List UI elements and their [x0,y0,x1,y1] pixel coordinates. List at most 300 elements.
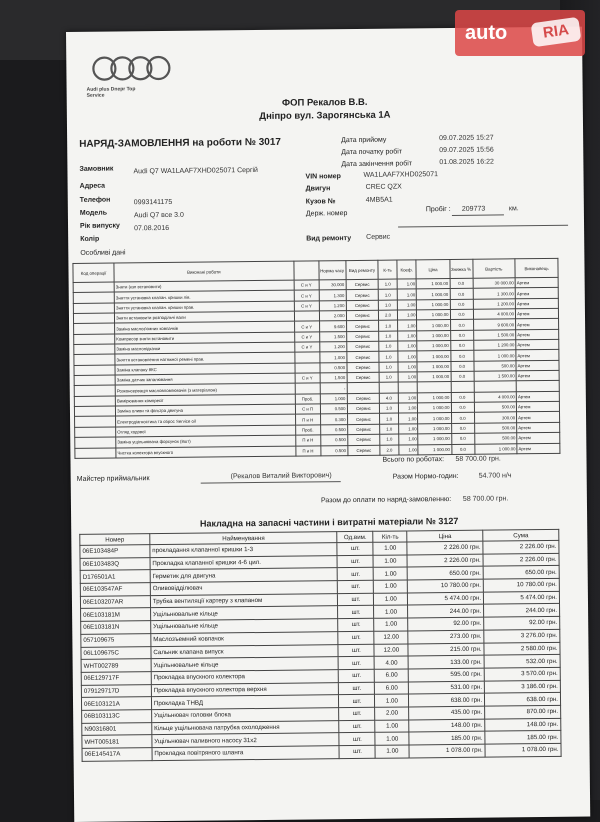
works-cell: 1.0 [378,279,397,290]
works-cell: 0.0 [450,351,473,362]
mileage-value: 209773 [461,205,486,213]
parts-cell: 6.00 [375,669,409,682]
parts-cell: 185.00 грн. [409,731,485,744]
works-cell: Сервис [347,445,380,456]
start-label: Дата початку робіт [341,148,403,157]
mileage-underline [452,214,504,216]
phone-value: 0993141175 [133,198,173,207]
parts-cell: шт. [338,568,374,581]
works-cell: 2.0 [380,445,399,456]
parts-cell: Ущільнювач паливного насосу 31х2 [152,733,340,748]
parts-cell: 2 226.00 грн. [483,553,559,566]
works-cell: Компресор зняти встановити [115,332,295,344]
works-cell: 0.500 [320,424,347,435]
works-cell [380,382,399,393]
works-cell: C и Y [294,342,319,353]
works-cell: 1 000.00 [417,330,450,341]
works-cell [451,382,474,393]
parts-cell: шт. [337,555,373,568]
works-cell: 0.500 [320,404,347,415]
works-cell: 1.0 [379,351,398,362]
works-header-cell: Норма часу [319,261,346,280]
parts-cell: 1.00 [374,618,408,631]
works-cell: 1.000 [320,352,347,363]
works-cell [398,382,418,393]
parts-cell: шт. [339,733,375,746]
works-cell: 1.00 [399,444,419,455]
works-cell: 1.00 [397,289,417,300]
works-cell: 1.00 [398,403,418,414]
parts-cell: 06E103181M [81,608,151,621]
works-total-value: 58 700.00 грн. [455,455,501,463]
parts-cell: шт. [338,580,374,593]
parts-cell: Трубка вентиляції картеру з клапаном [150,593,338,608]
works-cell [74,396,115,407]
parts-cell: 1.00 [374,567,408,580]
parts-cell: 870.00 грн. [485,705,561,718]
company-name: ФОП Рекалов В.В. [281,96,368,109]
parts-cell: 06B103113C [82,710,152,723]
works-cell: Заміна ущільнювача форсунок (8шт) [116,435,296,447]
works-cell: Артем [515,277,558,288]
repair-type-value: Сервис [366,233,391,241]
parts-cell: 650.00 грн. [483,566,559,579]
parts-cell: 1.00 [373,542,407,555]
works-cell: 0.500 [320,362,347,373]
works-cell: Сервис [347,393,380,404]
parts-cell: 06E103207AR [80,595,150,608]
parts-cell: 185.00 грн. [485,731,561,744]
norm-hours-label: Разом Нормо-годин: [392,472,459,481]
works-cell: 500.00 [474,361,517,372]
works-cell: 1.00 [398,424,418,435]
works-total-label: Всього по роботах: [382,456,445,464]
works-cell: Зняття установка клапан. кришки лів. [114,290,294,302]
parts-cell: 6.00 [375,682,409,695]
order-title: НАРЯД-ЗАМОВЛЕННЯ на роботи № 3017 [79,136,282,150]
parts-cell: Ущільнювальне кільце [151,657,339,672]
parts-cell: Ущільнювач головки блока [151,708,339,723]
works-cell: 1.00 [398,393,418,404]
received-value: 09.07.2025 15:27 [439,134,494,143]
parts-cell: 2 226.00 грн. [483,540,559,553]
works-cell: 0.0 [451,371,474,382]
works-cell: П и Н [295,414,320,425]
works-cell: 9.600 [319,321,346,332]
works-cell: 1 000.00 [417,341,450,352]
works-cell: 1 000.00 [418,403,451,414]
model-label: Модель [79,209,108,217]
parts-cell: 273.00 грн. [408,630,484,643]
works-cell: Сервис [347,434,380,445]
parts-cell: шт. [337,542,373,555]
parts-cell: N90316801 [82,722,152,735]
works-cell: 1 000.00 [418,392,451,403]
works-cell [74,375,115,386]
works-header-cell: Виконані роботи [114,261,294,282]
parts-cell: 1.00 [375,720,409,733]
engine-label: Двигун [305,185,331,193]
parts-cell: Ущільнювальне кільце [151,619,339,634]
customer-value: Audi Q7 WA1LAAF7XHD025071 Сергій [133,166,258,176]
works-cell: 0.0 [451,402,474,413]
works-cell: 1.0 [379,331,398,342]
works-cell: 0.0 [451,433,474,444]
works-cell: 1.0 [380,434,399,445]
parts-cell: Прокладка впускного колектора верхня [151,682,339,697]
parts-cell: 2.00 [375,707,409,720]
works-cell: 1.0 [380,424,399,435]
parts-cell: 06E103181N [81,621,151,634]
parts-cell: шт. [339,656,375,669]
works-cell: Сервис [347,372,380,383]
address-label: Адреса [79,182,106,190]
parts-cell: 06L109675C [81,646,151,659]
works-cell: Сервис [346,352,379,363]
works-cell: C и Y [294,290,319,301]
works-cell: C и П [295,404,320,415]
works-cell [73,292,114,303]
works-cell: 1.00 [398,341,418,352]
works-cell: Артем [516,319,559,330]
company-address: Дніпро вул. Зарогянська 1А [259,109,391,122]
works-cell: Сервис [346,310,379,321]
parts-header-cell: Од.вим. [337,531,373,542]
works-cell: 1.0 [379,300,398,311]
works-cell [74,406,115,417]
mileage-unit: км. [508,205,519,213]
works-header-cell [293,261,318,280]
parts-cell: 435.00 грн. [409,706,485,719]
works-cell: Артем [516,370,559,381]
parts-cell: 2 226.00 грн. [407,541,483,554]
works-cell: 1.0 [379,362,398,373]
works-cell: 1 000.00 [473,350,516,361]
works-cell [73,282,114,293]
works-cell: 0.500 [321,445,348,456]
works-cell: 0.0 [451,444,474,455]
parts-cell: Кільце ущільнювача патрубка охолодження [152,720,340,735]
works-cell: 1.00 [397,279,417,290]
parts-cell: 133.00 грн. [408,655,484,668]
parts-cell: 06E103547AF [80,583,150,596]
parts-cell: 244.00 грн. [484,604,560,617]
works-cell [74,354,115,365]
works-cell: 1 300.00 [473,288,516,299]
works-cell: 1.500 [320,373,347,384]
model-value: Audi Q7 все 3.0 [133,211,184,220]
parts-cell: Герметик для двигуна [150,568,338,583]
works-cell [74,365,115,376]
parts-header-cell: Ціна [407,530,483,542]
works-cell: 1.00 [397,331,417,342]
pay-label: Разом до оплати по наряд-замовленню: [320,495,452,505]
works-cell: 4.0 [380,393,399,404]
works-cell: Артем [516,350,559,361]
master-label: Майстер приймальник [76,475,150,483]
parts-cell: 5 474.00 грн. [408,592,484,605]
works-cell: 30.000 [319,280,346,291]
works-cell: Сервис [347,424,380,435]
start-value: 09.07.2025 15:56 [439,146,494,155]
parts-cell: 532.00 грн. [484,655,560,668]
parts-cell: шт. [339,669,375,682]
works-cell: 1.0 [380,403,399,414]
parts-cell: 06E129717F [81,672,151,685]
works-cell: Розконсервація масловловлювачів (з матеріалом) [115,384,295,396]
parts-cell: 1 078.00 грн. [485,743,561,756]
body-label: Кузов № [305,198,336,206]
parts-cell: шт. [339,695,375,708]
works-cell: Артем [515,288,558,299]
parts-cell: шт. [338,618,374,631]
master-underline [201,481,341,483]
works-cell: 1.000 [320,393,347,404]
works-cell: Проб. [295,425,320,436]
works-cell [75,427,116,438]
works-cell: Артем [516,391,559,402]
works-header-cell: К-ть [378,260,397,279]
parts-cell: 215.00 грн. [408,643,484,656]
phone-label: Телефон [79,196,111,204]
works-cell: Електродіагностика та сброс Service oil [116,415,296,427]
works-cell: Артем [516,360,559,371]
works-cell: Артем [515,298,558,309]
parts-cell: шт. [339,745,375,758]
parts-cell: 148.00 грн. [409,719,485,732]
works-cell: Заміна клапану 8КС [115,363,295,375]
works-cell: 0.0 [450,320,473,331]
works-cell: 0.0 [450,309,473,320]
works-cell: - [320,383,347,394]
parts-cell: 3 276.00 грн. [484,629,560,642]
notes-label: Особливі дані [80,249,126,257]
works-cell [75,447,116,458]
parts-cell: D176501A1 [80,570,150,583]
repair-type-label: Вид ремонту [306,235,352,243]
parts-cell: 079129717D [81,684,151,697]
works-cell: 0.0 [451,413,474,424]
works-cell: 2.000 [319,311,346,322]
works-cell: Артем [516,401,559,412]
works-cell: Вимірювання компресії [115,394,295,406]
parts-cell: 2 580.00 грн. [484,642,560,655]
parts-cell: 057109675 [81,633,151,646]
works-cell [516,381,559,392]
audi-rings-logo [88,53,178,84]
works-cell: 1.200 [319,342,346,353]
parts-cell: 244.00 грн. [408,605,484,618]
works-header-cell: Знижка % [449,259,472,278]
works-cell: 1.00 [399,434,419,445]
parts-cell: Прокладка ТНВД [151,695,339,710]
works-cell: 1.00 [398,372,418,383]
works-cell: 1 000.00 [417,351,450,362]
parts-cell: 92.00 грн. [484,616,560,629]
works-cell [418,382,451,393]
works-cell: 500.00 [474,402,517,413]
work-order-sheet [66,27,590,822]
works-cell: 4 000.00 [474,392,517,403]
works-cell: Зняття установка клапан. кришки прав. [114,301,294,313]
parts-cell: 148.00 грн. [485,718,561,731]
norm-hours-value: 54.700 н/ч [478,472,512,480]
parts-cell: 10 780.00 грн. [408,579,484,592]
parts-cell: 1.00 [375,745,409,758]
parts-cell: 12.00 [374,631,408,644]
works-cell [294,352,319,363]
watermark-text-auto: auto [465,22,508,44]
works-cell: 1.00 [398,362,418,373]
parts-cell: Маслозъемний ковпачок [151,631,339,646]
parts-header-cell: Найменування [150,532,338,545]
works-cell: Сервис [347,403,380,414]
parts-cell: Оливовідділювач [150,581,338,596]
parts-cell: 1.00 [374,605,408,618]
works-cell: 1 000.00 [418,444,451,455]
customer-label: Замовник [79,165,114,173]
works-cell: Сервис [346,331,379,342]
parts-cell: 5 474.00 грн. [484,591,560,604]
parts-cell: 638.00 грн. [485,693,561,706]
works-cell: Зняти (кзп встановити) [114,280,294,292]
parts-header-cell: Сума [483,529,559,541]
works-cell [74,334,115,345]
works-cell: 1 000.00 [418,423,451,434]
parts-cell: WHT005181 [82,735,152,748]
works-cell: 1.200 [319,300,346,311]
works-cell: Зняття встановлення натяжної ремені прав. [115,353,295,365]
works-cell: Артем [516,329,559,340]
year-value: 07.08.2016 [134,224,170,233]
works-cell: 0.0 [450,330,473,341]
works-cell: Чистка колектора впускного [116,446,296,458]
parts-cell: 3 570.00 грн. [484,667,560,680]
works-cell: 1 000.00 [418,434,451,445]
works-cell [474,381,517,392]
works-cell: Сервис [346,279,379,290]
works-cell: Сервис [347,414,380,425]
works-cell: 1.00 [397,320,417,331]
works-cell: 1.00 [398,351,418,362]
parts-cell: Ущільнювальне кільце [150,606,338,621]
works-cell: Заміна маслопідкачки [115,342,295,354]
master-value: (Рекалов Виталий Викторович) [230,472,332,481]
works-cell: 1.0 [379,289,398,300]
parts-cell: 531.00 грн. [409,681,485,694]
works-cell: 1 000.00 [418,413,451,424]
works-cell: 1 000.00 [417,310,450,321]
year-label: Рік випуску [79,222,120,230]
works-cell: 0.0 [451,392,474,403]
parts-cell: 2 226.00 грн. [407,554,483,567]
works-cell [74,344,115,355]
works-cell: 9 600.00 [473,319,516,330]
parts-cell: 4.00 [374,656,408,669]
parts-cell: шт. [338,644,374,657]
works-header-cell: Код операції [73,263,114,282]
works-table [72,258,560,459]
parts-cell: 638.00 грн. [409,693,485,706]
works-cell: 30 000.00 [473,278,516,289]
works-cell: C и Y [294,280,319,291]
works-cell [73,303,114,314]
works-cell: 0.0 [450,361,473,372]
watermark-text-ria: RIA [531,17,582,47]
works-cell: Огляд ходової [116,425,296,437]
works-cell: 1.0 [380,414,399,425]
pay-value: 58 700.00 грн. [462,495,509,503]
parts-cell: шт. [338,606,374,619]
parts-cell: шт. [339,707,375,720]
works-header-cell: Коеф. [397,260,417,279]
body-value: 4MB5A1 [365,196,393,204]
works-cell: 1.0 [379,320,398,331]
works-cell: 1 000.00 [417,361,450,372]
works-cell [74,385,115,396]
parts-cell: 92.00 грн. [408,617,484,630]
parts-cell: 1.00 [375,694,409,707]
works-cell [75,416,116,427]
parts-cell: Прокладка повітряного шланга [152,746,340,761]
end-label: Дата закінчення робіт [341,160,413,169]
works-cell: 0.0 [450,299,473,310]
works-cell: 1.00 [398,413,418,424]
works-cell: Артем [516,339,559,350]
works-cell: 1.00 [397,310,417,321]
parts-cell: 10 780.00 грн. [483,578,559,591]
parts-cell: 1.00 [373,555,407,568]
works-cell: Сервис [346,341,379,352]
parts-cell: шт. [339,682,375,695]
parts-cell: шт. [339,720,375,733]
works-cell: C и Y [295,373,320,384]
works-cell: 1 000.00 [418,372,451,383]
works-cell: Сервис [346,300,379,311]
parts-cell: шт. [338,593,374,606]
works-cell: 1 200.00 [473,340,516,351]
parts-cell: 3 186.00 грн. [484,680,560,693]
works-cell: 1 000.00 [417,289,450,300]
works-cell: 1 000.00 [417,278,450,289]
mileage-label: Пробіг : [425,205,451,214]
works-cell [295,383,320,394]
works-cell: Артем [517,443,560,454]
works-cell [347,383,380,394]
works-cell: Зняти встановити розподільчі вали [115,311,295,323]
parts-cell: 06E103121A [81,697,151,710]
parts-cell: прокладання клапанної кришки 1-3 [150,543,338,558]
works-cell: 500.00 [474,423,517,434]
works-cell: 1.300 [319,290,346,301]
works-cell [74,323,115,334]
works-cell: Проб. [295,394,320,405]
works-cell: 0.300 [320,414,347,425]
parts-header-cell: Номер [80,534,150,546]
works-cell: 1 000.00 [474,443,517,454]
parts-cell: 1.00 [374,593,408,606]
parts-cell: 595.00 грн. [409,668,485,681]
works-cell: C и Y [294,301,319,312]
works-header-cell: Ціна [416,259,449,278]
brand-subtitle: Audi plus Dnepr Top Service [86,86,136,99]
works-header-cell: Виконавець [515,258,558,277]
works-cell [294,311,319,322]
works-cell: 1.0 [379,341,398,352]
works-cell: Заміна оливи та фільтра двигуна [115,404,295,416]
parts-cell: 12.00 [374,643,408,656]
parts-cell: 06E103484P [80,545,150,558]
